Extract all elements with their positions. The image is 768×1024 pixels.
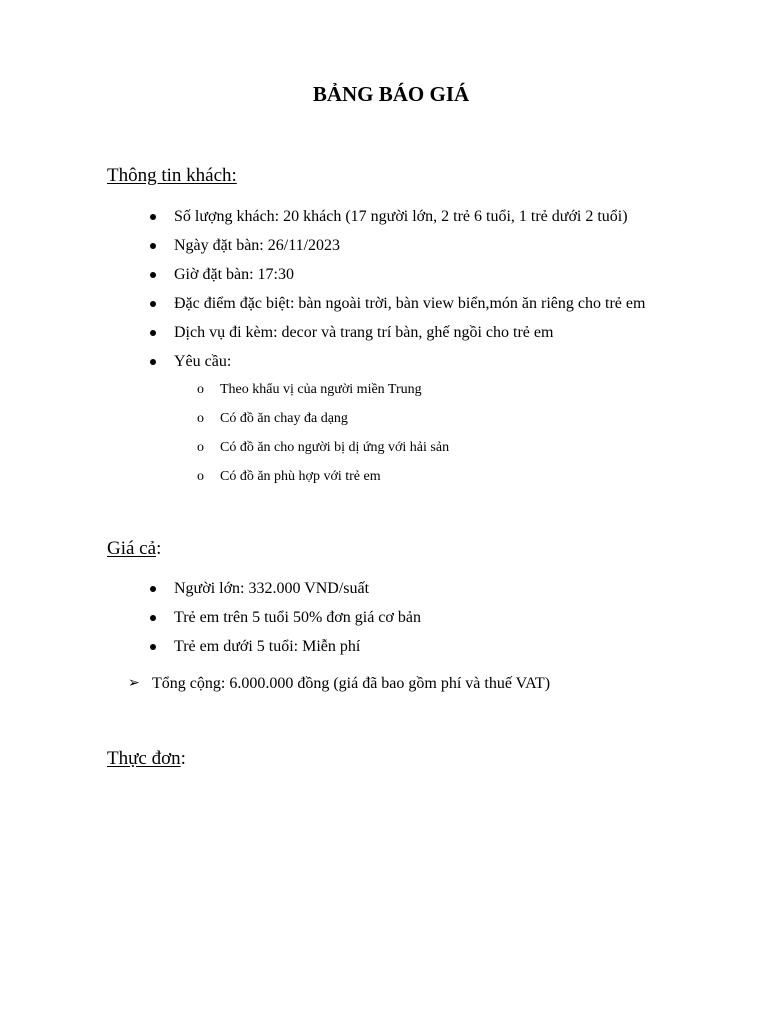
- list-item: [0, 294, 645, 323]
- customer-info-heading: [107, 165, 237, 187]
- list-item: [0, 467, 449, 496]
- list-item: [0, 608, 421, 637]
- list-item: [0, 265, 645, 294]
- list-item-text: Đặc điểm đặc biệt: bàn ngoài trời, bàn view biển,món ăn riêng cho trẻ em: [174, 295, 646, 312]
- bullet-icon: [150, 330, 156, 336]
- pricing-heading-colon: :: [156, 538, 162, 559]
- list-item: [0, 438, 449, 467]
- list-item-text: Có đồ ăn chay đa dạng: [220, 411, 348, 426]
- menu-heading-text: Thực đơn: [107, 748, 181, 769]
- pricing-heading-text: Giá cả: [107, 538, 157, 559]
- list-item: [0, 323, 645, 352]
- sub-bullet-icon: o: [197, 382, 204, 397]
- bullet-icon: [150, 359, 156, 365]
- list-item-text: Ngày đặt bàn: 26/11/2023: [174, 237, 341, 254]
- sub-bullet-icon: o: [197, 440, 204, 455]
- customer-info-list: [0, 207, 645, 381]
- requirements-list: [0, 380, 449, 496]
- list-item: [0, 207, 645, 236]
- list-item-text: Trẻ em dưới 5 tuổi: Miễn phí: [174, 638, 361, 655]
- sub-bullet-icon: o: [197, 469, 204, 484]
- bullet-icon: [150, 243, 156, 249]
- list-item-text: Trẻ em trên 5 tuổi 50% đơn giá cơ bản: [174, 609, 421, 626]
- document-title: BẢNG BÁO GIÁ: [312, 82, 470, 106]
- list-item-text: Yêu cầu:: [174, 353, 232, 370]
- list-item-text: Số lượng khách: 20 khách (17 người lớn, 2 trẻ 6 tuổi, 1 trẻ dưới 2 tuổi): [174, 208, 628, 225]
- pricing-list: [0, 579, 421, 666]
- list-item: [0, 236, 645, 265]
- bullet-icon: [150, 272, 156, 278]
- menu-heading-colon: :: [180, 748, 186, 769]
- bullet-icon: [150, 301, 156, 307]
- list-item-text: Có đồ ăn phù hợp với trẻ em: [220, 469, 381, 484]
- pricing-heading: [107, 538, 161, 560]
- arrow-bullet-icon: ➢: [128, 676, 140, 691]
- list-item-text: Có đồ ăn cho người bị dị ứng với hải sản: [220, 440, 450, 455]
- bullet-icon: [150, 586, 156, 592]
- list-item-text: Người lớn: 332.000 VND/suất: [174, 580, 370, 597]
- list-item-text: Theo khẩu vị của người miền Trung: [220, 382, 422, 397]
- bullet-icon: [150, 644, 156, 650]
- customer-info-heading-text: Thông tin khách:: [107, 165, 237, 186]
- menu-heading: [107, 748, 186, 770]
- sub-bullet-icon: o: [197, 411, 204, 426]
- list-item: [0, 579, 421, 608]
- list-item-text: Dịch vụ đi kèm: decor và trang trí bàn, ghế ngồi cho trẻ em: [174, 324, 554, 341]
- pricing-total: [0, 674, 550, 694]
- pricing-total-text: Tổng cộng: 6.000.000 đồng (giá đã bao gồm phí và thuế VAT): [152, 675, 551, 692]
- list-item: [0, 352, 645, 381]
- bullet-icon: [150, 615, 156, 621]
- list-item: [0, 380, 449, 409]
- bullet-icon: [150, 214, 156, 220]
- list-item: [0, 409, 449, 438]
- list-item: [0, 637, 421, 666]
- list-item-text: Giờ đặt bàn: 17:30: [174, 266, 294, 283]
